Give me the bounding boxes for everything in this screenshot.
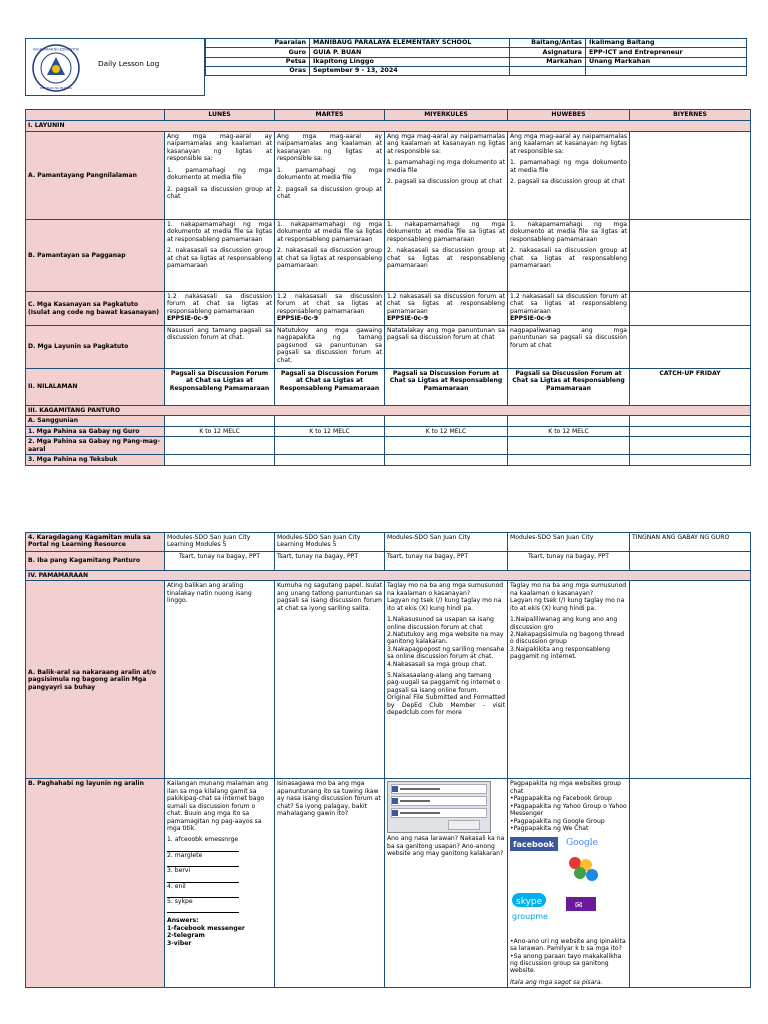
header-info-table <box>205 38 747 76</box>
document-title: Daily Lesson Log <box>98 59 160 68</box>
scrambled-word: 1. afceoobk emessnrge <box>167 836 239 844</box>
value-markahan: Unang Markahan <box>586 57 747 66</box>
cell-g1-martes: K to 12 MELC <box>275 426 385 436</box>
cell-c-miyerkules: 1.2 nakasasali sa discussion forum at chat sa ligtas at responsableng pamamaraan EPPSIE-0c-9 <box>385 292 508 326</box>
lesson-table-procedure <box>25 532 751 988</box>
row-label-layunin-pagkatuto: D. Mga Layunin sa Pagkatuto <box>26 326 165 369</box>
label-paaralan: Paaralan <box>206 39 310 48</box>
cell-c-huwebes: 1.2 nakasasali sa discussion forum at chat sa ligtas at responsableng pamamaraan EPPSIE-0c-9 <box>508 292 630 326</box>
cell-a-huwebes: Ang mga mag-aaral ay naipamamalas ang kaalaman at kasanayan ng ligtas at responsible sa: 1. pamamahagi ng mga dokumento at media file 2. pagsali sa discussion group at chat <box>508 132 630 220</box>
cell-nilalaman-huwebes: Pagsali sa Discussion Forum at Chat sa Ligtas at Responsableng Pamamaraan <box>508 369 630 406</box>
svg-text:facebook: facebook <box>513 840 555 850</box>
value-guro: GUIA P. BUAN <box>310 48 510 57</box>
svg-text:skype: skype <box>516 897 543 908</box>
row-label-pamantayan-pagganap: B. Pamantayan sa Pagganap <box>26 220 165 292</box>
value-oras: September 9 - 13, 2024 <box>310 66 510 75</box>
row-label-karagdagang-kagamitan: 4. Karagdagang Kagamitan mula sa Portal ng Learning Resource <box>26 533 165 552</box>
chat-screenshot-image <box>387 781 491 833</box>
answers-title: Answers: <box>167 917 199 925</box>
cell-paghahabi-lunes: Kailangan munang malaman ang ilan sa mga kilalang gamit sa pakikipag-chat sa internet bago sumali sa discussion forum o chat. Buuin ang mga ito sa pamamagitan ng pag-aayos sa mga titik. 1. afceoobk emessnrge 2. marglete 3. bervi 4. enil 5. sykpe Answers: 1-facebook messenger 2-telegram 3-viber <box>165 779 275 988</box>
section-pamamaraan: IV. PAMAMARAAN <box>26 571 751 581</box>
label-oras: Oras <box>206 66 310 75</box>
row-label-pamantayang-pangnilalaman: A. Pamantayang Pangnilalaman <box>26 132 165 220</box>
scrambled-word: 2. marglete <box>167 851 203 859</box>
cell-iba-huwebes: Tsart, tunay na bagay, PPT <box>508 552 630 571</box>
cell-d-martes: Natutukoy ang mga gawaing nagpapakita ng tamang pagsunod sa panuntunan sa pagsali sa discussion forum at chat. <box>275 326 385 369</box>
cell-balik-miyerkules: Taglay mo na ba ang mga sumusunod na kaalaman o kasanayan? Lagyan ng tsek (/) kung taglay mo na ito at ekis (X) kung hindi pa. 1.Nakasusunod sa usapan sa isang online discussion forum at chat 2.Natutukoy ang mga website na may ganitong kalakaran. 3.Nakapagpopost ng sariling mensahe sa online discussion forum at chat. 4.Nakasasali sa mga group chat. 5.Naisasaalang-alang ang tamang pag-uugali sa paggamit ng internet o pagsali sa isang online forum. Original File Submitted and Formatted by DepEd Club Member - visit depedclub.com for more <box>385 581 508 779</box>
cell-iba-lunes: Tsart, tunay na bagay, PPT <box>165 552 275 571</box>
empty-cell <box>586 66 747 75</box>
label-markahan: Markahan <box>510 57 586 66</box>
scrambled-word: 3. bervi <box>167 867 191 875</box>
label-baitang: Baitang/Antas <box>510 39 586 48</box>
cell-balik-martes: Kumuha ng sagutang papel. Isulat ang unang tatlong panuntunan sa pagsali sa isang discussion forum at chat sa iyong sariling salita. <box>275 581 385 779</box>
cell-paghahabi-huwebes: Pagpapakita ng mga websites group chat •Pagpapakita ng Facebook Group •Pagpapakita ng Yahoo Group o Yahoo Messenger •Pagpapakita ng Google Group •Pagpapakita ng We Chat facebook Google skype ✉ groupme •Ano-ano uri ng website ang ipinakita sa larawan. Pamilyar k b sa mga ito? •Sa anong paraan tayo makakalikha ng discussion group sa ganitong website. Itala ang mga sagot sa pisara. <box>508 779 630 988</box>
cell-c-lunes: 1.2 nakasasali sa discussion forum at chat sa ligtas at responsableng pamamaraan EPPSIE-0c-9 <box>165 292 275 326</box>
cell-a-biyernes <box>630 132 751 220</box>
value-petsa: Ikapitong Linggo <box>310 57 510 66</box>
cell-a-lunes: Ang mga mag-aaral ay naipamamalas ang kaalaman at kasanayan ng ligtas at responsible sa: 1. pamamahagi ng mga dokumento at media file 2. pagsali sa discussion group at chat <box>165 132 275 220</box>
row-label-teksbuk: 3. Mga Pahina ng Teksbuk <box>26 455 165 465</box>
cell-b-biyernes <box>630 220 751 292</box>
scrambled-word: 4. enil <box>167 882 186 890</box>
cell-c-martes: 1.2 nakasasali sa discussion forum at chat sa ligtas at responsableng pamamaraan EPPSIE-0c-9 <box>275 292 385 326</box>
empty-cell <box>510 66 586 75</box>
cell-d-biyernes <box>630 326 751 369</box>
row-label-gabay-guro: 1. Mga Pahina sa Gabay ng Guro <box>26 426 165 436</box>
cell-nilalaman-biyernes: CATCH-UP FRIDAY <box>630 369 751 406</box>
row-label-gabay-mag-aaral: 2. Mga Pahina sa Gabay ng Pang-mag-aaral <box>26 437 165 455</box>
lesson-table-objectives <box>25 109 751 466</box>
cell-b-huwebes: 1. nakapamamahagi ng mga dokumento at media file sa ligtas at responsableng pamamaraan 2. nakasasali sa discussion group at chat sa ligtas at responsableng pamamaraan <box>508 220 630 292</box>
logo-title-box <box>25 38 205 96</box>
cell-g1-miyerkules: K to 12 MELC <box>385 426 508 436</box>
row-label-balik-aral: A. Balik-aral sa nakaraang aralin at/o pagsisimula ng bagong aralin Mga pangyayri sa buhay <box>26 581 165 779</box>
cell-iba-miyerkules: Tsart, tunay na bagay, PPT <box>385 552 508 571</box>
day-header-lunes: LUNES <box>165 110 275 121</box>
cell-d-miyerkules: Natatalakay ang mga panuntunan sa pagsali sa discussion forum at chat <box>385 326 508 369</box>
scrambled-word: 5. sykpe <box>167 898 193 906</box>
day-header-martes: MARTES <box>275 110 385 121</box>
value-baitang: Ikalimang Baitang <box>586 39 747 48</box>
deped-seal-icon <box>32 44 80 92</box>
label-asignatura: Asignatura <box>510 48 586 57</box>
cell-b-miyerkules: 1. nakapamamahagi ng mga dokumento at media file sa ligtas at responsableng pamamaraan 2. nakasasali sa discussion group at chat sa ligtas at responsableng pamamaraan <box>385 220 508 292</box>
chat-app-logos-image <box>510 833 620 933</box>
row-label-kasanayan-pagkatuto: C. Mga Kasanayan sa Pagkatuto (Isulat ang code ng bawat kasanayan) <box>26 292 165 326</box>
cell-paghahabi-miyerkules: Ano ang nasa larawan? Nakasali ka na ba sa ganitong usapan? Ano-anong website ang may ganitong kalakaran? <box>385 779 508 988</box>
svg-text:✉: ✉ <box>575 901 583 912</box>
svg-text:Google: Google <box>566 838 598 849</box>
row-label-iba-pang-kagamitan: B. Iba pang Kagamitang Panturo <box>26 552 165 571</box>
cell-b-martes: 1. nakapamamahagi ng mga dokumento at media file sa ligtas at responsableng pamamaraan 2. nakasasali sa discussion group at chat sa ligtas at responsableng pamamaraan <box>275 220 385 292</box>
section-kagamitan: III. KAGAMITANG PANTURO <box>26 406 751 416</box>
svg-text:groupme: groupme <box>512 912 548 922</box>
row-label-sanggunian: A. Sanggunian <box>26 416 165 426</box>
cell-b-lunes: 1. nakapamamahagi ng mga dokumento at media file sa ligtas at responsableng pamamaraan 2. nakasasali sa discussion group at chat sa ligtas at responsableng pamamaraan <box>165 220 275 292</box>
cell-g1-lunes: K to 12 MELC <box>165 426 275 436</box>
cell-d-lunes: Nasusuri ang tamang pagsali sa discussion forum at chat. <box>165 326 275 369</box>
row-label-paghahabi: B. Paghahabi ng layunin ng aralin <box>26 779 165 988</box>
cell-g1-huwebes: K to 12 MELC <box>508 426 630 436</box>
section-layunin: I. LAYUNIN <box>26 121 751 132</box>
value-asignatura: EPP-ICT and Entrepreneur <box>586 48 747 57</box>
day-header-miyerkules: MIYERKULES <box>385 110 508 121</box>
cell-iba-martes: Tsart, tunay na bagay, PPT <box>275 552 385 571</box>
cell-g4-miyerkules: Modules-SDO San Juan City <box>385 533 508 552</box>
corner-cell <box>26 110 165 121</box>
cell-a-miyerkules: Ang mga mag-aaral ay naipamamalas ang kaalaman at kasanayan ng ligtas at responsible sa: 1. pamamahagi ng mga dokumento at media file 2. pagsali sa discussion group at chat <box>385 132 508 220</box>
cell-paghahabi-martes: Isinasagawa mo ba ang mga apanuntunang ito sa tuwing ikaw ay nasa isang discussion forum at chat? Sa iyong palagay, bakit mahalagang gawin ito? <box>275 779 385 988</box>
cell-g4-lunes: Modules-SDO San Juan City Learning Modules 5 <box>165 533 275 552</box>
day-header-huwebes: HUWEBES <box>508 110 630 121</box>
cell-a-martes: Ang mga mag-aaral ay naipamamalas ang kaalaman at kasanayan ng ligtas at responsible sa: 1. pamamahagi ng mga dokumento at media file 2. pagsali sa discussion group at chat <box>275 132 385 220</box>
label-petsa: Petsa <box>206 57 310 66</box>
cell-nilalaman-martes: Pagsali sa Discussion Forum at Chat sa Ligtas at Responsableng Pamamaraan <box>275 369 385 406</box>
cell-nilalaman-miyerkules: Pagsali sa Discussion Forum at Chat sa Ligtas at Responsableng Pamamaraan <box>385 369 508 406</box>
cell-g4-biyernes: TINGNAN ANG GABAY NG GURO <box>630 533 751 552</box>
svg-text:KAGAWARAN NG EDUKASYON: KAGAWARAN NG EDUKASYON <box>33 47 79 52</box>
row-label-nilalaman: II. NILALAMAN <box>26 369 165 406</box>
cell-balik-lunes: Ating balikan ang araling tinalakay natin nuong isang linggo. <box>165 581 275 779</box>
cell-g4-martes: Modules-SDO San Juan City Learning Modules 5 <box>275 533 385 552</box>
cell-d-huwebes: nagpapaliwanag ang mga panuntunan sa pagsali sa discussion forum at chat <box>508 326 630 369</box>
cell-c-biyernes <box>630 292 751 326</box>
cell-balik-huwebes: Taglay mo na ba ang mga sumusunod na kaalaman o kasanayan? Lagyan ng tsek (/) kung taglay mo na ito at ekis (X) kung hindi pa. 1.Naipaliliwanag ang kung ano ang discussion gro 2.Nakapagsisimula ng bagong thread o discussion group 3.Naipakikita ang responsableng paggamit ng internet. <box>508 581 630 779</box>
label-guro: Guro <box>206 48 310 57</box>
svg-text:REPUBLIKA NG PILIPINAS: REPUBLIKA NG PILIPINAS <box>39 87 73 90</box>
cell-nilalaman-lunes: Pagsali sa Discussion Forum at Chat sa Ligtas at Responsableng Pamamaraan <box>165 369 275 406</box>
day-header-biyernes: BIYERNES <box>630 110 751 121</box>
value-paaralan: MANIBAUG PARALAYA ELEMENTARY SCHOOL <box>310 39 510 48</box>
cell-g4-huwebes: Modules-SDO San Juan City <box>508 533 630 552</box>
